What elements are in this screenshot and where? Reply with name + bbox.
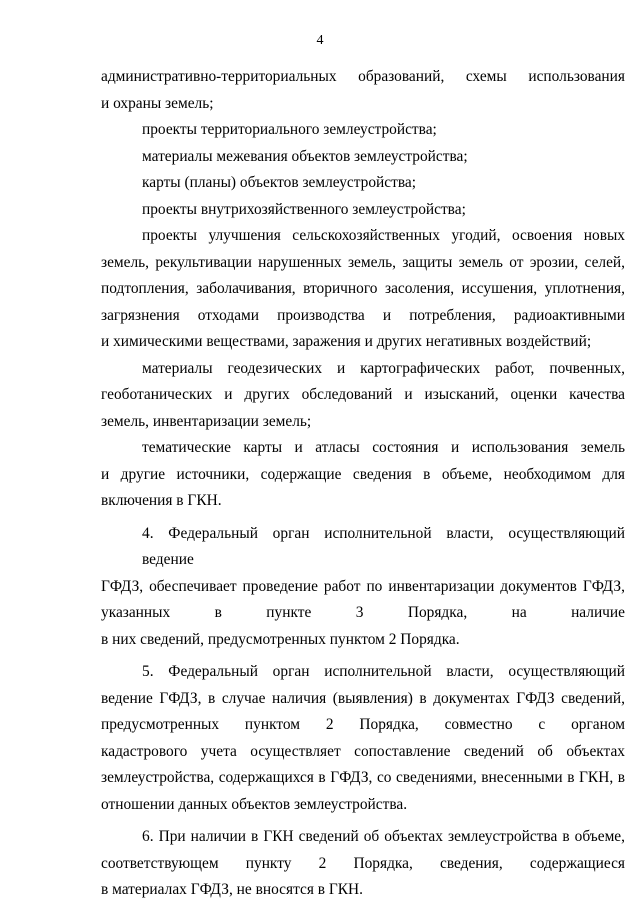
text-line: отношении данных объектов землеустройства. — [101, 795, 408, 813]
paragraph — [101, 64, 625, 117]
paragraph — [101, 824, 625, 904]
text-line: подтопления, заболачивания, вторичного засоления, иссушения, уплотнения, — [101, 280, 625, 297]
text-line: геоботанических и других обследований и изысканий, оценки качества — [101, 386, 625, 403]
text-line: землеустройства, содержащихся в ГФДЗ, со сведениями, внесенными в ГКН, в — [101, 769, 625, 786]
text-line: и химическими веществами, заражения и других негативных воздействий; — [101, 333, 592, 350]
text-line: ГФДЗ, обеспечивает проведение работ по инвентаризации документов ГФДЗ, — [101, 577, 625, 595]
text-line: земель, рекультивации нарушенных земель, защиты земель от эрозии, селей, — [101, 253, 625, 271]
text-line: соответствующем пункту 2 Порядка, сведения, содержащиеся — [101, 854, 625, 872]
text-line: указанных в пункте 3 Порядка, на наличие — [101, 604, 625, 621]
text-line: материалы геодезических и картографических работ, почвенных, — [142, 359, 625, 377]
text-line: тематические карты и атласы состояния и использования земель — [142, 439, 625, 456]
page-number: 4 — [316, 33, 324, 48]
text-line: предусмотренных пунктом 2 Порядка, совместно с органом — [101, 716, 625, 733]
text-line: и другие источники, содержащие сведения в объеме, необходимом для — [101, 465, 625, 483]
text-line: загрязнения отходами производства и потребления, радиоактивными — [101, 306, 625, 324]
paragraph — [101, 170, 625, 197]
text-line: земель, инвентаризации земель; — [101, 412, 312, 430]
document-body — [101, 64, 625, 904]
paragraph — [101, 659, 625, 818]
text-line: в них сведений, предусмотренных пунктом 2 Порядка. — [101, 630, 460, 648]
text-line: проекты улучшения сельскохозяйственных угодий, освоения новых — [142, 227, 625, 244]
text-line: 4. Федеральный орган исполнительной власти, осуществляющий ведение — [142, 524, 625, 568]
text-line: и охраны земель; — [101, 94, 214, 112]
paragraph — [101, 521, 625, 654]
text-line: ведение ГФДЗ, в случае наличия (выявления) в документах ГФДЗ сведений, — [101, 689, 625, 707]
paragraph — [101, 435, 625, 515]
text-line: материалы межевания объектов землеустройства; — [142, 147, 468, 165]
paragraph — [101, 144, 625, 171]
paragraph — [101, 356, 625, 436]
paragraph — [101, 117, 625, 144]
text-line: проекты территориального землеустройства; — [142, 121, 437, 138]
text-line: кадастрового учета осуществляет сопоставление сведений об объектах — [101, 742, 625, 760]
paragraph — [101, 223, 625, 356]
text-line: 5. Федеральный орган исполнительной власти, осуществляющий — [142, 663, 625, 680]
text-line: 6. При наличии в ГКН сведений об объектах землеустройства в объеме, — [142, 828, 625, 845]
text-line: включения в ГКН. — [101, 492, 222, 509]
paragraph — [101, 197, 625, 224]
text-line: административно-территориальных образований, схемы использования — [101, 68, 625, 85]
text-line: карты (планы) объектов землеустройства; — [142, 174, 417, 191]
text-line: в материалах ГФДЗ, не вносятся в ГКН. — [101, 881, 364, 898]
text-line: проекты внутрихозяйственного землеустройства; — [142, 200, 466, 218]
